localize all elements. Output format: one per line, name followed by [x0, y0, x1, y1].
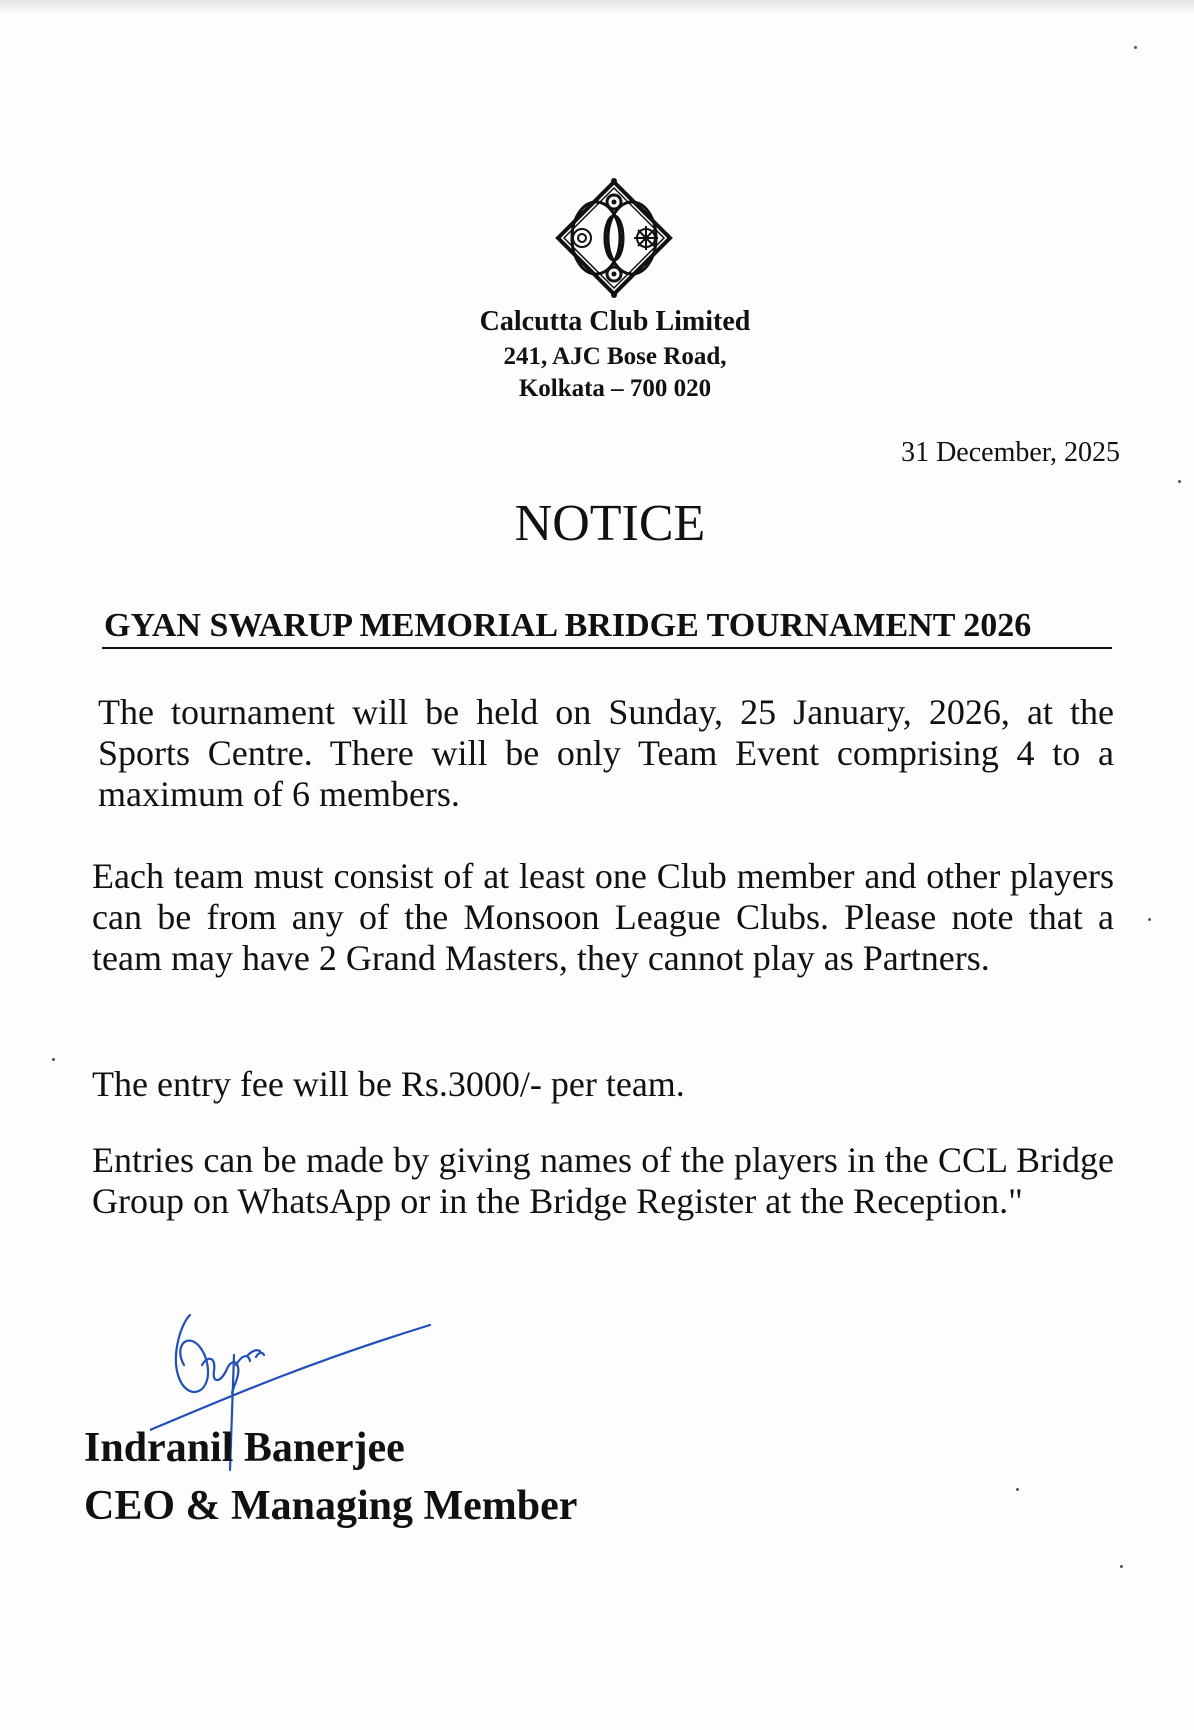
scan-speck	[1120, 1565, 1123, 1568]
signatory-title: CEO & Managing Member	[84, 1483, 578, 1529]
signatory-name: Indranil Banerjee	[84, 1425, 405, 1471]
scan-speck	[1016, 1488, 1019, 1491]
notice-date: 31 December, 2025	[901, 437, 1120, 468]
address-line-1: 241, AJC Bose Road,	[503, 343, 727, 370]
club-emblem-icon	[552, 176, 676, 300]
paragraph-entries: Entries can be made by giving names of the players in the CCL Bridge Group on WhatsApp or in the Bridge Register at the Reception."	[92, 1140, 1114, 1221]
scan-speck	[1134, 46, 1137, 49]
scan-speck	[1148, 918, 1151, 921]
paragraph-entry-fee: The entry fee will be Rs.3000/- per team.	[92, 1064, 685, 1104]
heading-underline	[102, 647, 1112, 649]
tournament-heading: GYAN SWARUP MEMORIAL BRIDGE TOURNAMENT 2026	[104, 607, 1032, 644]
paragraph-schedule: The tournament will be held on Sunday, 25 January, 2026, at the Sports Centre. There will be only Team Event comprising 4 to a maximum of 6 members.	[98, 692, 1114, 814]
scan-edge-shadow	[0, 0, 1194, 14]
address-line-2: Kolkata – 700 020	[518, 375, 712, 402]
scan-speck	[1178, 480, 1181, 483]
scan-speck	[52, 1058, 55, 1061]
paragraph-team-rules: Each team must consist of at least one Club member and other players can be from any of the Monsoon League Clubs. Please note that a team may have 2 Grand Masters, they cannot play as Partners.	[92, 856, 1114, 978]
notice-title: NOTICE	[514, 495, 706, 552]
club-name: Calcutta Club Limited	[479, 306, 751, 337]
